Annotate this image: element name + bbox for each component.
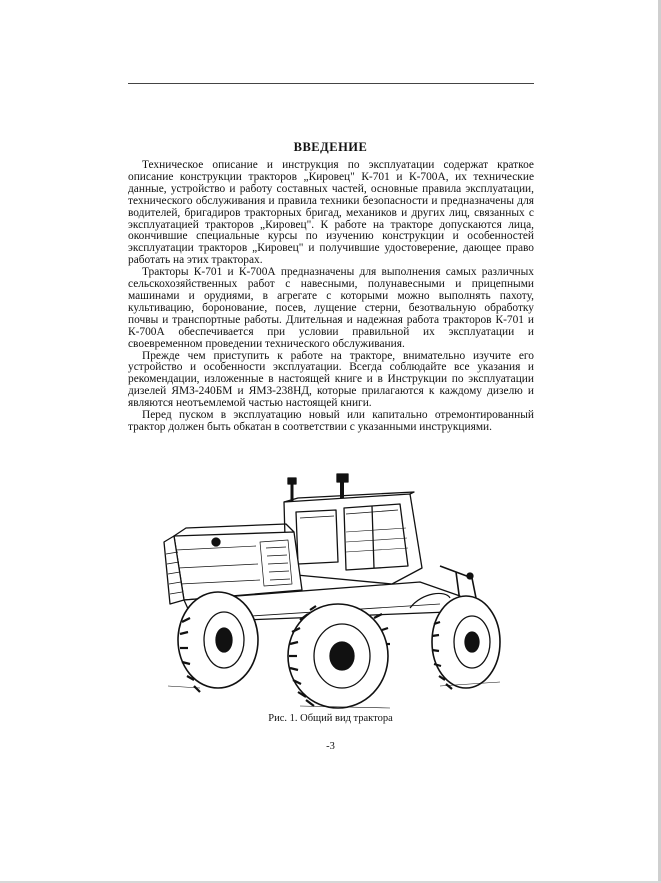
- tractor-illustration: [160, 472, 510, 712]
- page-number: -3: [326, 741, 335, 752]
- figure-caption: Рис. 1. Общий вид трактора: [268, 713, 393, 724]
- paragraph-break-in: Перед пуском в эксплуатацию новый или капитально отремонтированный трактор должен быть обкатан в соответствии с указанными инструкциями.: [128, 409, 534, 433]
- paragraph-warning: Прежде чем приступить к работе на тракторе, внимательно изучите его устройство и особенности эксплуатации. Всегда соблюдайте все указания и рекомендации, изложенные в настоящей книге и в Инструкции по эксплуатации дизелей ЯМЗ-240БМ и ЯМЗ-238НД, которые прилагаются к каждому дизелю и являются неотъемлемой частью настоящей книги.: [128, 349, 534, 410]
- header-rule: [128, 83, 534, 84]
- page-title: ВВЕДЕНИЕ: [293, 140, 368, 154]
- paragraph-purpose: Тракторы К-701 и К-700А предназначены для выполнения самых различных сельскохозяйственных работ с навесными, полунавесными и прицепными машинами и орудиями, в агрегате с которыми можно выполнять пахоту, культивацию, боронование, посев, лущение стерни, безотвальную обработку почвы и транспортные работы. Длительная и надежная работа тракторов К-701 и К-700А обеспечивается при условии правильной их эксплуатации и своевременном проведении технического обслуживания.: [128, 266, 534, 350]
- paragraph-intro: Техническое описание и инструкция по эксплуатации содержат краткое описание конструкции тракторов „Кировец" К-701 и К-700А, их технические данные, устройство и работу составных частей, основные правила эксплуатации, технического обслуживания и правила техники безопасности и предназначены для водителей, бригадиров тракторных бригад, механиков и других лиц, связанных с эксплуатацией тракторов „Кировец". К работе на тракторе допускаются лица, окончившие специальные курсы по изучению конструкции и особенностей эксплуатации тракторов „Кировец" и получившие удостоверение, дающее право работать на этих тракторах.: [128, 159, 534, 267]
- body-text: [128, 160, 534, 434]
